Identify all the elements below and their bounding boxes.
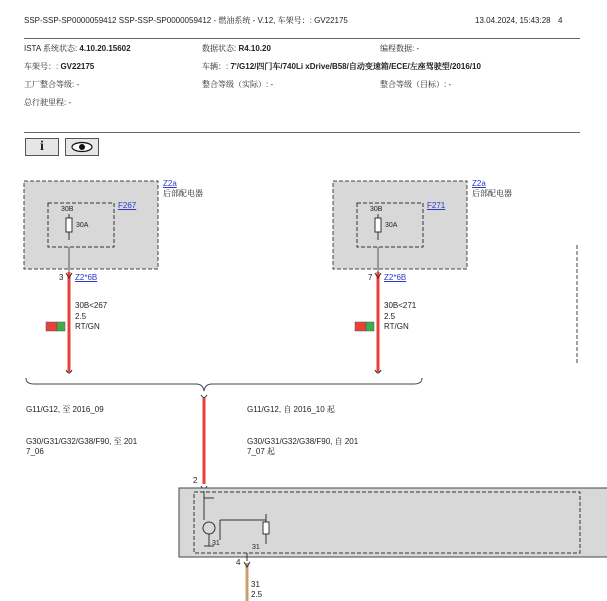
actual-level: 整合等级（实际）: -: [202, 80, 274, 89]
target-level: 整合等级（目标）: -: [380, 80, 452, 89]
variant-right-2a: G30/G31/G32/G38/F90, 自 201: [247, 437, 359, 446]
left-fuse-body: [66, 218, 72, 232]
document-title: SSP-SSP-SP0000059412 SSP-SSP-SP0000059412 - 燃油系统 - V.12, 车架号：: GV22175: [24, 16, 348, 25]
left-module-box: [24, 181, 158, 269]
variant-right-2b: 7_07 起: [247, 447, 276, 456]
page-number: 4: [558, 16, 563, 25]
right-module-label: 后部配电器: [472, 189, 512, 198]
left-wire-signal: 30B<267: [75, 301, 108, 310]
bottom-wire-size: 2.5: [251, 590, 263, 599]
right-plug-link[interactable]: Z2*6B: [384, 273, 407, 282]
right-pin: 7: [368, 273, 373, 282]
lower-pin-top: 2: [193, 476, 198, 485]
variant-right-1: G11/G12, 自 2016_10 起: [247, 405, 335, 414]
left-pin: 3: [59, 273, 64, 282]
ista-status: ISTA 系统状态: 4.10.20.15602: [24, 44, 131, 53]
right-fuse-rating: 30A: [385, 222, 398, 229]
lower-pin-bottom: 4: [236, 558, 241, 567]
info-icon: i: [40, 139, 44, 154]
right-module-box: [333, 181, 467, 269]
lower-module-box: [179, 488, 607, 557]
vehicle: 车辆：: 7'/G12/四门车/740Li xDrive/B58/自动变速箱/ECE/左座驾驶型/2016/10: [202, 62, 481, 71]
right-connector-link[interactable]: Z2a: [472, 179, 486, 188]
left-fuse-rating: 30A: [76, 222, 89, 229]
variant-left-1: G11/G12, 至 2016_09: [26, 405, 104, 414]
right-wire-size: 2.5: [384, 312, 396, 321]
right-fuse-body: [375, 218, 381, 232]
bottom-wire-signal: 31: [251, 580, 260, 589]
mileage: 总行驶里程: -: [24, 98, 72, 107]
variant-left-2a: G30/G31/G32/G38/F90, 至 201: [26, 437, 138, 446]
ground-label-2: 31: [252, 544, 260, 551]
ground-label-1: 31: [212, 540, 220, 547]
left-wire-size: 2.5: [75, 312, 87, 321]
right-wire-color: RT/GN: [384, 322, 409, 331]
right-fuse-link[interactable]: F271: [427, 201, 446, 210]
left-plug-link[interactable]: Z2*6B: [75, 273, 98, 282]
factory-level: 工厂整合等级: -: [24, 80, 80, 89]
variant-brace: [26, 378, 422, 391]
right-fuse-terminal: 30B: [370, 206, 383, 213]
left-module-label: 后部配电器: [163, 189, 203, 198]
data-status: 数据状态: R4.10.20: [202, 44, 271, 53]
timestamp: 13.04.2024, 15:43:28: [475, 16, 551, 25]
programming-data: 编程数据: -: [380, 44, 420, 53]
variant-left-2b: 7_06: [26, 447, 44, 456]
left-fuse-link[interactable]: F267: [118, 201, 137, 210]
vin: 车架号：: GV22175: [24, 62, 95, 71]
left-fuse-terminal: 30B: [61, 206, 74, 213]
left-connector-link[interactable]: Z2a: [163, 179, 177, 188]
right-wire-signal: 30B<271: [384, 301, 417, 310]
left-wire-color: RT/GN: [75, 322, 100, 331]
